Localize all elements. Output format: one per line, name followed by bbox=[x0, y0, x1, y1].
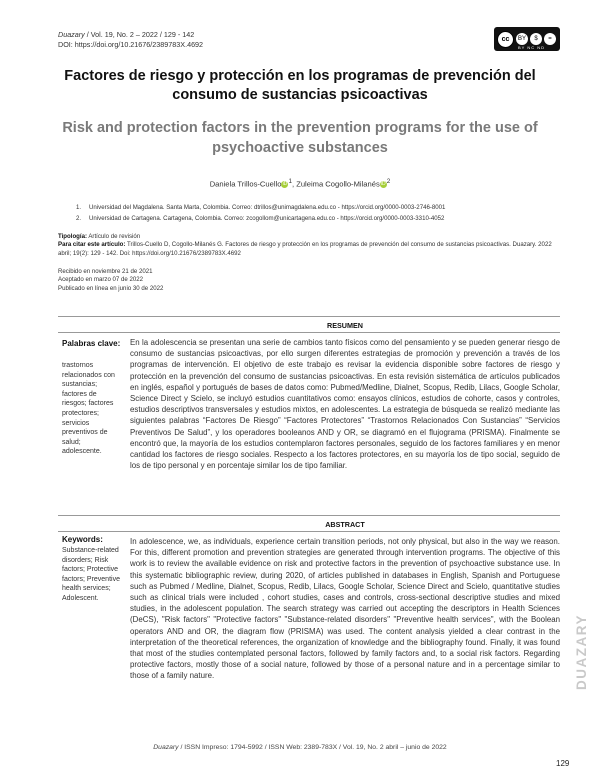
cc-icon: cc bbox=[497, 31, 514, 48]
divider bbox=[58, 332, 560, 333]
title-english: Risk and protection factors in the prevention programs for the use of psychoactive substances bbox=[62, 120, 538, 156]
footer-text: / ISSN Impreso: 1794-5992 / ISSN Web: 2389-783X / Vol. 19, No. 2 abril – junio de 2022 bbox=[178, 744, 447, 751]
tipologia-label: Tipología: bbox=[58, 233, 87, 240]
author-1: Daniela Trillos-Cuello bbox=[209, 179, 282, 189]
orcid-icon[interactable]: iD bbox=[282, 181, 288, 188]
page-footer bbox=[40, 744, 560, 751]
page-number: 129 bbox=[556, 759, 570, 768]
affiliation-1 bbox=[76, 203, 556, 212]
divider bbox=[58, 515, 560, 516]
journal-header bbox=[58, 30, 203, 50]
abstract-heading: ABSTRACT bbox=[325, 520, 365, 529]
affiliation-number: 2. bbox=[76, 215, 82, 222]
side-brand: DUAZARY bbox=[574, 614, 589, 690]
author-2: , Zuleima Cogollo-Milanés bbox=[291, 179, 380, 189]
doi-link[interactable]: DOI: https://doi.org/10.21676/2389783X.4692 bbox=[58, 40, 204, 49]
nc-icon: $ bbox=[530, 33, 542, 45]
divider bbox=[58, 531, 560, 532]
article-dates bbox=[58, 268, 558, 293]
author-1-sup: 1 bbox=[288, 178, 292, 185]
divider bbox=[58, 316, 560, 317]
volume-line: / Vol. 19, No. 2 – 2022 / 129 - 142 bbox=[84, 30, 195, 39]
cite-label: Para citar este artículo: bbox=[58, 241, 126, 249]
accepted-date: Aceptado en marzo 07 de 2022 bbox=[58, 276, 144, 284]
journal-name: Duazary bbox=[58, 30, 85, 39]
received-date: Recibido en noviembre 21 de 2021 bbox=[58, 268, 153, 275]
resumen-text: En la adolescencia se presentan una serie de cambios tanto físicos como del pensamiento y se pueden generar riesgo de consumo de sustancias psicoactivas, por ello surgen diferentes estrategias de promoción y prevención a través de los programas de intervención. El objetivo de este trabajo es revisar la evidencia disponible sobre factores de riesgo y protección en la prevención del consumo de sustancias psicoactivas. En esta revisión sistemática de artículos publicados en inglés, español y portugués de bases de datos como: Pubmed/Medline, Dialnet, Scopus, Redib, Lilacs, Google Scholar, Science Direct y Scielo, se incluyó estudios cuantitativos como: ensayos clínicos, estudios de cohorte, casos y controles, estudios descriptivos transversales y estudios mixtos, en adolescentes. La estrategia de búsqueda se realizó mediante las siguientes palabras “Factores De Riesgo” “Factores Protectores” “Trastornos Relacionados Con Sustancias” “Servicios Preventivos De Salud”, y los operadores booleanos AND y OR, se diagramó en el flujograma (PRISMA). Finalmente se encontró que, la mayoría de los estudios contemplaron factores personales, seguido de los factores familiares y en menor cantidad los factores de riesgo sociales. Respecto a los factores protectores, en su mayoría los de tipo social, seguido de los de tipo personal y en porcentaje similar los de tipo familiar. bbox=[130, 338, 560, 471]
abstract-text: In adolescence, we, as individuals, experience certain transition periods, not only physical, but also in the way we reason. For this, different promotion and prevention strategies are generated through intervention programs. The objective of this work is to review the available evidence on risk and protective factors in the prevention of psychoactive substance use. In this systematic bibliographic review, during 2020, of articles published in databases in English, Spanish and Portuguese such as Pubmed / Medline, Dialnet, Scopus, Redib, Lilacs, Google Scholar, Science Direct and Scielo, quantitative studies such as clinical trials were included , cohort studies, cases and controls, cross-sectional descriptive studies and mixed studies, in the adolescent population. The search strategy was carried out accepting the descriptors in Health Sciences (DeCS), "Risk factors" "Protective factors" "Substance-related disorders" "Preventive health services", with the Boolean operators AND and OR, the diagram flow (PRISMA) was used. The content analysis yielded a clear contrast in the interpretation of the theoretical references, the organization of knowledge and the bibliography found. Finally, it was found that most of the studies contemplated personal factors, followed by family factors and, to a social risk factors. Regarding protective factors, mostly those of a social nature, followed by those of a personal nature and in a percentage similar to those of a family nature. bbox=[130, 537, 560, 681]
by-icon: BY bbox=[516, 33, 528, 45]
affiliation-text: Universidad del Magdalena. Santa Marta, Colombia. Correo: dtrillos@unimagdalena.edu.co - https://orcid.org/0000-0003-2746-8001 bbox=[89, 204, 446, 211]
cc-license-badge[interactable] bbox=[494, 27, 560, 51]
affiliation-text: Universidad de Cartagena. Cartagena, Colombia. Correo: zcogollom@unicartagena.edu.co - https://orcid.org/0000-0003-3310-4052 bbox=[89, 215, 445, 222]
authors-line bbox=[40, 178, 560, 189]
nd-icon: = bbox=[544, 33, 556, 45]
orcid-icon[interactable]: iD bbox=[380, 181, 386, 188]
footer-journal: Duazary bbox=[153, 744, 179, 751]
keywords-heading: Keywords: bbox=[62, 535, 103, 544]
resumen-heading: RESUMEN bbox=[327, 321, 363, 330]
license-label: BY NC ND bbox=[518, 45, 546, 50]
cite-value: Trillos-Cuello D, Cogollo-Milanés G. Factores de riesgo y protección en los programas de prevención del consumo de sustancias psicoactivas. Duazary. 2022 abril; 19(2): 129 - 142. Doi: https://doi.org/10.21676/2389783X.4692 bbox=[58, 241, 552, 257]
palabras-clave-list: trastornos relacionados con sustancias; factores de riesgos; factores protectores; servicios preventivos de salud; adolescente. bbox=[62, 362, 115, 456]
affiliation-number: 1. bbox=[76, 204, 82, 211]
article-meta bbox=[58, 233, 558, 258]
palabras-clave-heading: Palabras clave: bbox=[62, 339, 121, 348]
affiliation-2 bbox=[76, 214, 556, 223]
author-2-sup: 2 bbox=[386, 178, 391, 185]
tipologia-value: Artículo de revisión bbox=[87, 233, 141, 240]
published-date: Publicado en línea en junio 30 de 2022 bbox=[58, 284, 164, 292]
keywords-list: Substance-related disorders; Risk factors; Protective factors; Preventive health services; Adolescent. bbox=[62, 547, 120, 602]
title-spanish: Factores de riesgo y protección en los programas de prevención del consumo de sustancias psicoactivas bbox=[64, 68, 536, 103]
